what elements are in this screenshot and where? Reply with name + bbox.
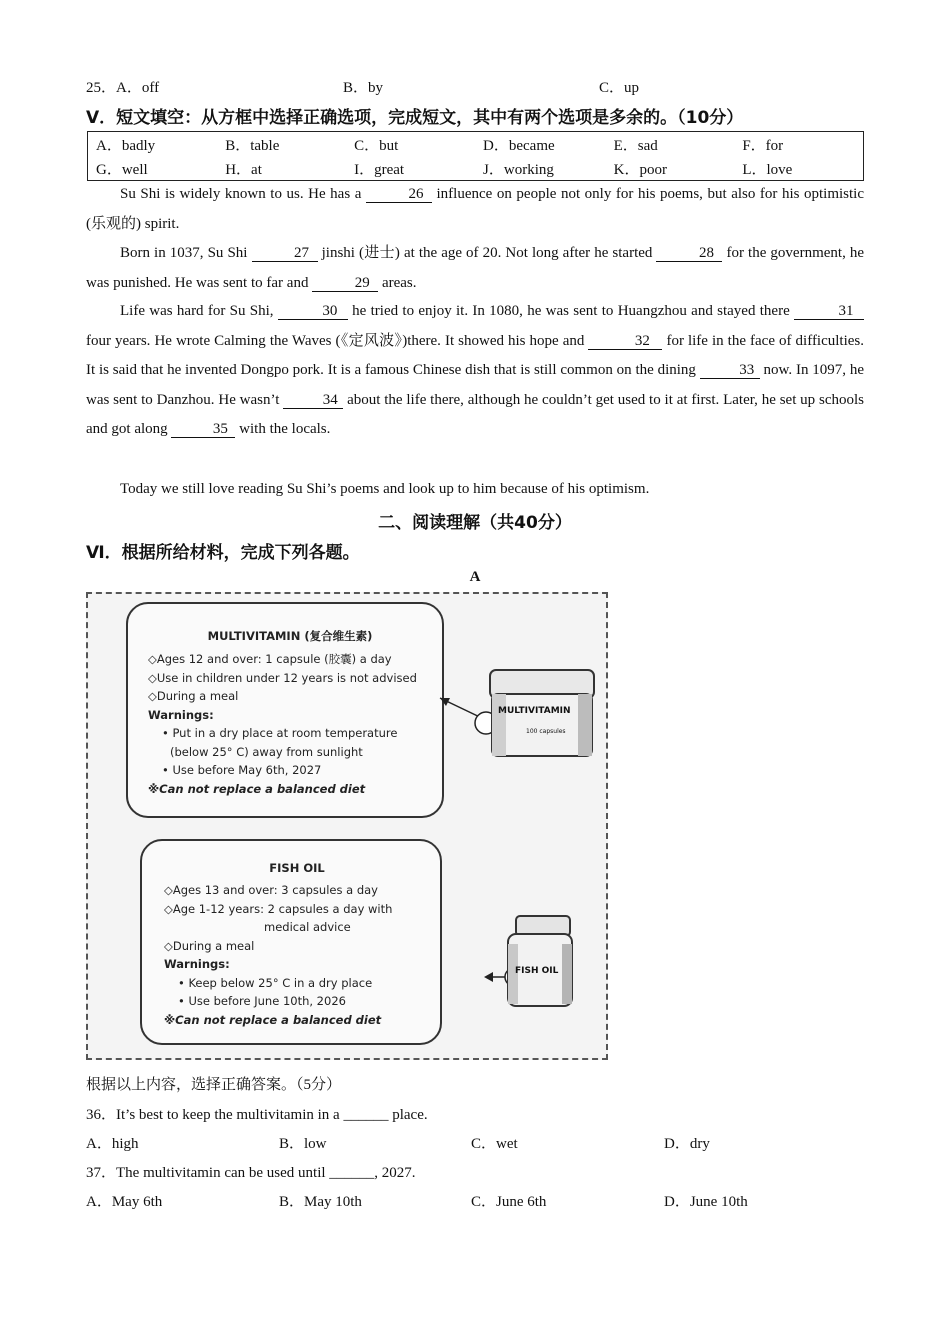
word-option-box bbox=[87, 131, 864, 181]
q37-stem: 37．The multivitamin can be used until ______, 2027. bbox=[86, 1165, 416, 1181]
passage-label: A bbox=[469, 569, 481, 585]
fish-oil-warnings-label: Warnings: bbox=[164, 957, 230, 971]
q25-option-c: C．up bbox=[599, 80, 640, 96]
q37-option-a[interactable]: A．May 6th bbox=[86, 1194, 163, 1210]
word-option: E．sad bbox=[613, 137, 658, 154]
q37-option-c[interactable]: C．June 6th bbox=[471, 1194, 547, 1210]
blank-26[interactable]: 26 bbox=[366, 187, 432, 203]
arrowhead-icon bbox=[484, 972, 493, 982]
text: jinshi (进士) at the age of 20. Not long after he started bbox=[321, 245, 653, 261]
multivitamin-warning: • Put in a dry place at room temperature bbox=[162, 726, 398, 740]
word-box-row bbox=[88, 156, 864, 181]
part2-title: 二、阅读理解（共40分） bbox=[378, 513, 572, 533]
q37-option-b[interactable]: B．May 10th bbox=[279, 1194, 362, 1210]
fish-oil-line: ◇Age 1-12 years: 2 capsules a day with bbox=[164, 901, 393, 916]
fish-oil-line: ◇During a meal bbox=[164, 938, 255, 953]
bottle-shade bbox=[492, 694, 506, 756]
q36-option-d[interactable]: D．dry bbox=[664, 1136, 710, 1152]
text: Born in 1037, Su Shi bbox=[120, 245, 248, 261]
multivitamin-line: ◇Ages 12 and over: 1 capsule (胶囊) a day bbox=[148, 652, 392, 666]
passage-paragraph-3 bbox=[86, 297, 864, 445]
q25-number-and-option-a bbox=[86, 76, 159, 97]
word-box-row bbox=[88, 132, 864, 157]
text: influence on people not only for his poems, but also for his optimistic (乐观的) spirit. bbox=[86, 186, 865, 232]
text: four years. He wrote Calming the Waves (《定风波》)there. It showed his hope and bbox=[86, 332, 585, 349]
multivitamin-line: ◇During a meal bbox=[148, 689, 239, 703]
word-option: C．but bbox=[354, 137, 399, 154]
blank-33[interactable]: 33 bbox=[700, 363, 760, 379]
multivitamin-warning: • Use before May 6th, 2027 bbox=[162, 763, 322, 777]
reading-instruction: 根据以上内容，选择正确答案。（5分） bbox=[86, 1077, 342, 1093]
fish-oil-line: ◇Ages 13 and over: 3 capsules a day bbox=[164, 883, 378, 897]
multivitamin-bottle-label: MULTIVITAMIN bbox=[498, 706, 571, 716]
q36-stem: 36．It’s best to keep the multivitamin in a ______ place. bbox=[86, 1107, 428, 1123]
q36-option-a[interactable]: A．high bbox=[86, 1136, 139, 1152]
word-option: K．poor bbox=[613, 161, 667, 178]
q37-option-d[interactable]: D．June 10th bbox=[664, 1194, 748, 1210]
text: with the locals. bbox=[239, 421, 331, 437]
q25-number: 25． bbox=[86, 80, 117, 96]
q36-option-c[interactable]: C．wet bbox=[471, 1136, 518, 1152]
word-option: G．well bbox=[96, 161, 148, 178]
section6-title: Ⅵ．根据所给材料，完成下列各题。 bbox=[86, 543, 360, 563]
section5-title: Ⅴ．短文填空：从方框中选择正确选项，完成短文，其中有两个选项是多余的。（10分） bbox=[86, 108, 744, 128]
passage-paragraph-1 bbox=[86, 180, 864, 239]
word-option: L．love bbox=[742, 161, 793, 178]
multivitamin-title: MULTIVITAMIN (复合维生素) bbox=[207, 629, 373, 643]
blank-28[interactable]: 28 bbox=[656, 246, 722, 262]
text: he tried to enjoy it. In 1080, he was sent to Huangzhou and stayed there bbox=[352, 303, 790, 319]
multivitamin-bottle-body bbox=[492, 694, 592, 756]
text: for the government, he was punished. He was sent to far and bbox=[86, 245, 865, 291]
multivitamin-bottle-sub: 100 capsules bbox=[526, 728, 566, 735]
fish-oil-title: FISH OIL bbox=[269, 861, 325, 875]
word-option: J．working bbox=[483, 161, 554, 178]
bottle-illustrations bbox=[88, 594, 606, 1058]
blank-35[interactable]: 35 bbox=[171, 422, 235, 438]
text: for life in the face of difficulties. It is said that he invented Dongpo pork. It is a famous Chinese dish that is still common on the dining bbox=[86, 332, 865, 378]
multivitamin-line: ◇Use in children under 12 years is not advised bbox=[148, 670, 417, 685]
text: now. In 1097, he was sent to Danzhou. He wasn’t bbox=[86, 362, 864, 408]
multivitamin-warning: (below 25° C) away from sunlight bbox=[170, 744, 363, 759]
blank-32[interactable]: 32 bbox=[588, 334, 662, 350]
fish-oil-warning: • Keep below 25° C in a dry place bbox=[178, 975, 373, 990]
blank-34[interactable]: 34 bbox=[283, 393, 343, 409]
text: Life was hard for Su Shi, bbox=[120, 303, 274, 319]
word-option: B．table bbox=[225, 137, 280, 154]
word-option: F．for bbox=[742, 137, 784, 154]
word-option: D．became bbox=[483, 137, 555, 154]
bottle-shade bbox=[578, 694, 592, 756]
passage-paragraph-2 bbox=[86, 239, 864, 298]
fish-oil-line: medical advice bbox=[264, 920, 351, 934]
word-option: I．great bbox=[354, 161, 405, 178]
text: Su Shi is widely known to us. He has a bbox=[120, 186, 362, 202]
q25-option-a: A．off bbox=[116, 80, 160, 96]
blank-27[interactable]: 27 bbox=[252, 246, 318, 262]
supplement-label-figure bbox=[86, 592, 608, 1060]
bottle-shade bbox=[562, 944, 572, 1004]
fish-oil-warning: • Use before June 10th, 2026 bbox=[178, 994, 346, 1008]
word-option: A．badly bbox=[96, 137, 156, 154]
passage-paragraph-4: Today we still love reading Su Shi’s poems and look up to him because of his optimism. bbox=[120, 481, 650, 497]
blank-31[interactable]: 31 bbox=[794, 304, 864, 320]
word-option: H．at bbox=[225, 161, 262, 178]
fish-oil-bottle-label: FISH OIL bbox=[515, 966, 559, 976]
text: areas. bbox=[381, 274, 417, 291]
blank-29[interactable]: 29 bbox=[312, 276, 378, 292]
text: about the life there, although he couldn’t get used to it at first. Later, he set up schools and got along bbox=[86, 391, 865, 437]
multivitamin-note: ※Can not replace a balanced diet bbox=[148, 781, 366, 796]
q36-option-b[interactable]: B．low bbox=[279, 1136, 327, 1152]
blank-30[interactable]: 30 bbox=[278, 304, 348, 320]
q25-option-b: B．by bbox=[343, 80, 384, 96]
multivitamin-warnings-label: Warnings: bbox=[148, 707, 214, 722]
fish-oil-note: ※Can not replace a balanced diet bbox=[164, 1012, 382, 1027]
